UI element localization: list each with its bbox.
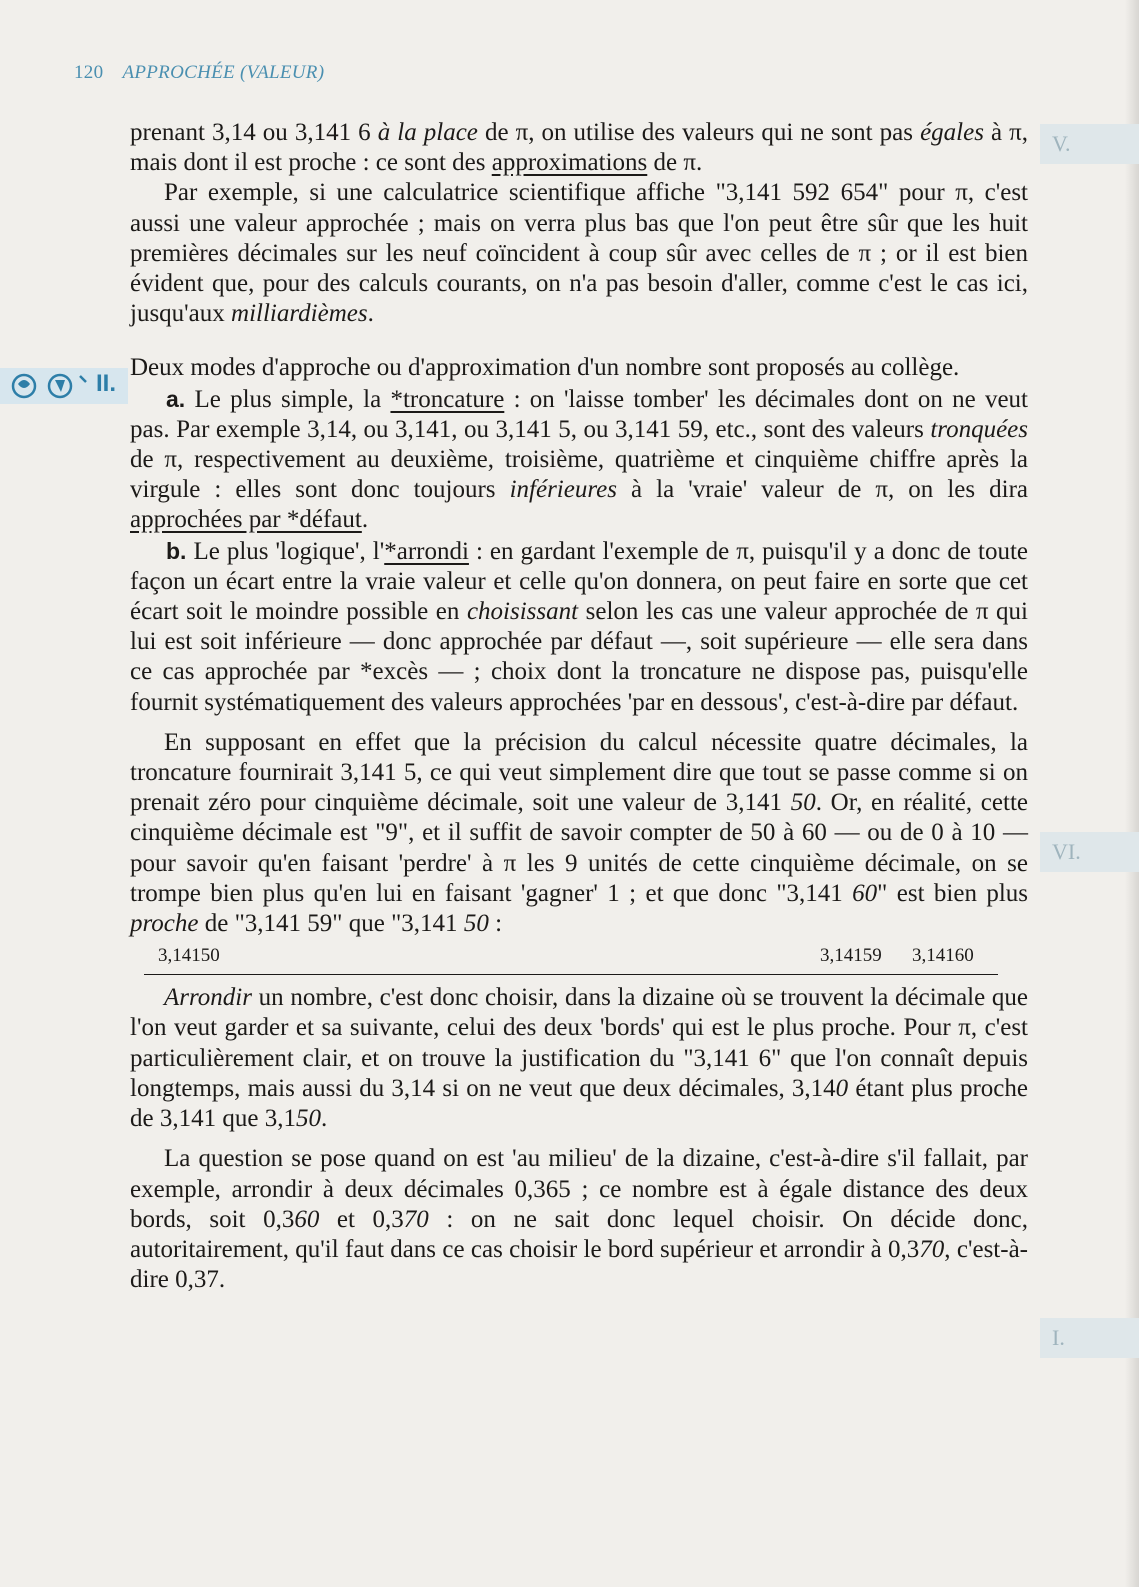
text-run: 60 (294, 1205, 320, 1233)
text-run: Deux modes d'approche ou d'approximation d'un nombre sont proposés au collège. (130, 354, 960, 382)
item-label-a: a. (166, 385, 186, 412)
text-run: En supposant en effet que la précision du calcul nécessite quatre décimales, la troncature fournirait 3,141 5, ce qui veut simplement dire que tout se passe comme si on prenait zéro pour cinquième décimale, soit une valeur de 3,141 (130, 728, 1028, 817)
margin-tab-vi: VI. (1040, 832, 1139, 872)
number-line-label-left: 3,14150 (158, 945, 220, 967)
text-run: , c'est-à-dire 0,37. (130, 1235, 1028, 1294)
section-title: APPROCHÉE (VALEUR) (122, 62, 325, 83)
text-run: choisissant (466, 598, 579, 626)
text-run: tronquées (930, 415, 1028, 443)
number-line-label-right: 3,14160 (912, 945, 974, 967)
number-line-label-mid: 3,14159 (820, 945, 882, 967)
text-run: 0 (835, 1074, 849, 1102)
text-run: de π. (647, 149, 703, 177)
text-run: égales (920, 119, 984, 146)
term-troncature: *troncature (390, 385, 505, 413)
paragraph-milieu (130, 1144, 1028, 1295)
paragraph-modes (130, 353, 1028, 383)
text-run: à π, mais dont il est proche : ce sont des (130, 119, 1029, 177)
level-icons (10, 372, 88, 404)
text-run: à la place (377, 119, 478, 146)
text-run: : on 'laisse tomber' les décimales dont on ne veut pas. Par exemple 3,14, ou 3,141, ou 3,141 5, ou 3,141 59, etc., sont des valeurs (130, 385, 1028, 443)
text-run: selon les cas une valeur approchée de π qui lui est soit inférieure — donc approchée par défaut —, soit supérieure — elle sera dans ce cas approchée par *excès — ; choix dont la troncature ne dispose pas, puisqu'elle fournit systématiquement des valeurs approchées 'par en dessous', c'est-à-dire par défaut. (130, 598, 1028, 716)
number-line-axis (144, 974, 998, 975)
term-approximations: approximations (491, 149, 648, 177)
pictogram-icon (10, 372, 88, 400)
text-run: et 0,3 (319, 1205, 404, 1233)
section-numeral: II. (96, 370, 117, 397)
text-run: 60 (852, 879, 878, 907)
text-run: : on ne sait donc lequel choisir. On décide donc, autoritairement, qu'il faut dans ce cas choisir le bord supérieur et arrondir à 0,3 (130, 1205, 1028, 1263)
text-run: La question se pose quand on est 'au milieu' de la dizaine, c'est-à-dire s'il fallait, par exemple, arrondir à deux décimales 0,365 ; ce nombre est à égale distance des deux bords, soit 0,3 (130, 1145, 1028, 1233)
paragraph-arrondi (130, 536, 1028, 718)
body-text (130, 118, 1028, 1295)
running-head (74, 62, 324, 84)
text-run: prenant 3,14 ou 3,141 6 (130, 119, 378, 146)
margin-tab-v: V. (1040, 124, 1139, 164)
text-run: étant plus proche de 3,141 que 3,1 (130, 1074, 1028, 1133)
page-number: 120 (74, 62, 104, 83)
text-run: un nombre, c'est donc choisir, dans la dizaine où se trouvent la décimale que l'on veut garder et sa suivante, celui des deux 'bords' qui est le plus proche. Pour π, c'est particulièrement clair, et on trouve la justification du "3,141 6" que l'on connaît depuis longtemps, mais aussi du 3,14 si on ne veut que deux décimales, 3,14 (130, 984, 1028, 1102)
text-run: 70 (403, 1205, 429, 1233)
text-run: . (361, 506, 369, 534)
paragraph-intro (130, 118, 1028, 178)
text-run: : (488, 910, 503, 938)
text-run: 50 (295, 1105, 321, 1133)
text-run: : en gardant l'exemple de π, puisqu'il y a donc de toute façon un écart entre la vraie valeur et celle qu'on donnera, on peut faire en sorte que cet écart soit le moindre possible en (130, 537, 1028, 626)
text-run: de "3,141 59" que "3,141 (198, 910, 464, 938)
text-run: Le plus 'logique', l' (186, 537, 385, 565)
text-run: Le plus simple, la (185, 385, 391, 413)
section-marker (0, 368, 128, 404)
item-label-b: b. (166, 537, 187, 564)
text-run: inférieures (509, 476, 617, 504)
text-run: " est bien plus (877, 879, 1028, 907)
text-run: à la 'vraie' valeur de π, on les dira (616, 476, 1028, 504)
margin-tab-i: I. (1040, 1318, 1139, 1358)
text-run: de π, on utilise des valeurs qui ne sont pas (477, 119, 921, 146)
text-run: de π, respectivement au deuxième, troisième, quatrième et cinquième chiffre après la virgule : elles sont donc toujours (130, 446, 1028, 504)
term-approchees-par-defaut: approchées par *défaut (130, 506, 362, 534)
text-run: 70 (919, 1235, 945, 1263)
term-arrondi: *arrondi (384, 537, 469, 565)
text-run: . (320, 1105, 328, 1133)
paragraph-troncature (130, 384, 1028, 536)
text-run: 50 (790, 789, 816, 817)
text-run: . (367, 300, 374, 328)
text-run: 50 (463, 910, 489, 938)
paragraph-example (130, 728, 1028, 939)
paragraph-calculator (130, 178, 1028, 329)
paragraph-arrondir (130, 983, 1028, 1134)
number-line (130, 943, 1028, 977)
text-run: Par exemple, si une calculatrice scientifique affiche "3,141 592 654" pour π, c'est aussi une valeur approchée ; mais on verra plus bas que l'on peut être sûr que les huit premières décimales sur les neuf coïncident à coup sûr avec celles de π ; or il est bien évident que, pour des calculs courants, on n'a pas besoin d'aller, comme c'est le cas ici, jusqu'aux (130, 179, 1028, 328)
text-run: milliardièmes (231, 300, 368, 328)
text-run: proche (130, 910, 199, 938)
text-run: . Or, en réalité, cette cinquième décimale est "9", et il suffit de savoir compter de 50 à 60 — ou de 0 à 10 — pour savoir qu'en faisant 'perdre' à π les 9 unités de cette cinquième décimale, on se trompe bien plus qu'en lui en faisant 'gagner' 1 ; et que donc "3,141 (130, 789, 1028, 907)
text-run: Arrondir (164, 984, 252, 1012)
